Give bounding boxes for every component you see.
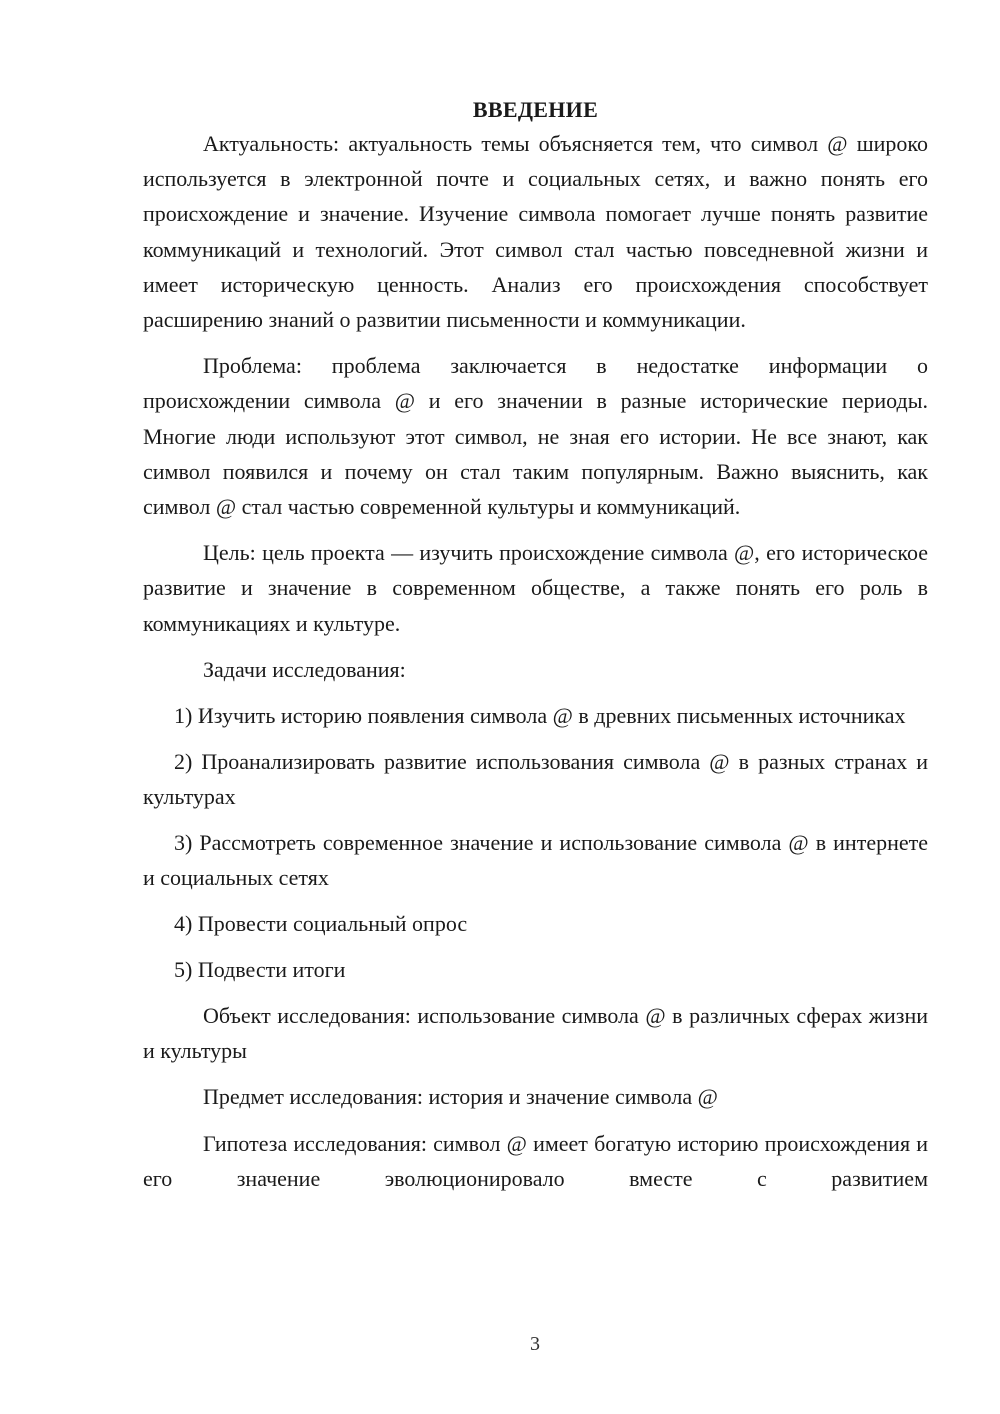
document-page [143,92,928,1196]
paragraph-relevance: Актуальность: актуальность темы объясняется тем, что символ @ широко используется в электронной почте и социальных сетях, и важно понять его происхождение и значение. Изучение символа помогает лучше понять развитие коммуникаций и технологий. Этот символ стал частью повседневной жизни и имеет историческую ценность. Анализ его происхождения способствует расширению знаний о развитии письменности и коммуникации. [143,131,928,333]
paragraph-subject: Предмет исследования: история и значение символа @ [203,1084,718,1110]
paragraph-hypothesis: Гипотеза исследования: символ @ имеет богатую историю происхождения и его значение эволюционировало вместе с развитием [143,1130,928,1191]
page-number: 3 [530,1333,540,1355]
task-item-4: 4) Провести социальный опрос [174,911,468,937]
task-item-2: 2) Проанализировать развитие использования символа @ в разных странах и культурах [143,749,928,810]
task-item-1: 1) Изучить историю появления символа @ в древних письменных источниках [174,703,906,729]
section-title: ВВЕДЕНИЕ [472,97,599,122]
paragraph-object: Объект исследования: использование символа @ в различных сферах жизни и культуры [143,1003,928,1064]
task-item-3: 3) Рассмотреть современное значение и использование символа @ в интернете и социальных сетях [143,830,928,891]
paragraph-tasks-heading: Задачи исследования: [203,656,406,682]
paragraph-problem: Проблема: проблема заключается в недостатке информации о происхождении символа @ и его значении в разные исторические периоды. Многие люди используют этот символ, не зная его истории. Не все знают, как символ появился и почему он стал таким популярным. Важно выяснить, как символ @ стал частью современной культуры и коммуникаций. [143,353,928,520]
paragraph-goal: Цель: цель проекта — изучить происхождение символа @, его историческое развитие и значение в современном обществе, а также понять его роль в коммуникациях и культуре. [143,540,928,636]
task-item-5: 5) Подвести итоги [174,957,346,983]
